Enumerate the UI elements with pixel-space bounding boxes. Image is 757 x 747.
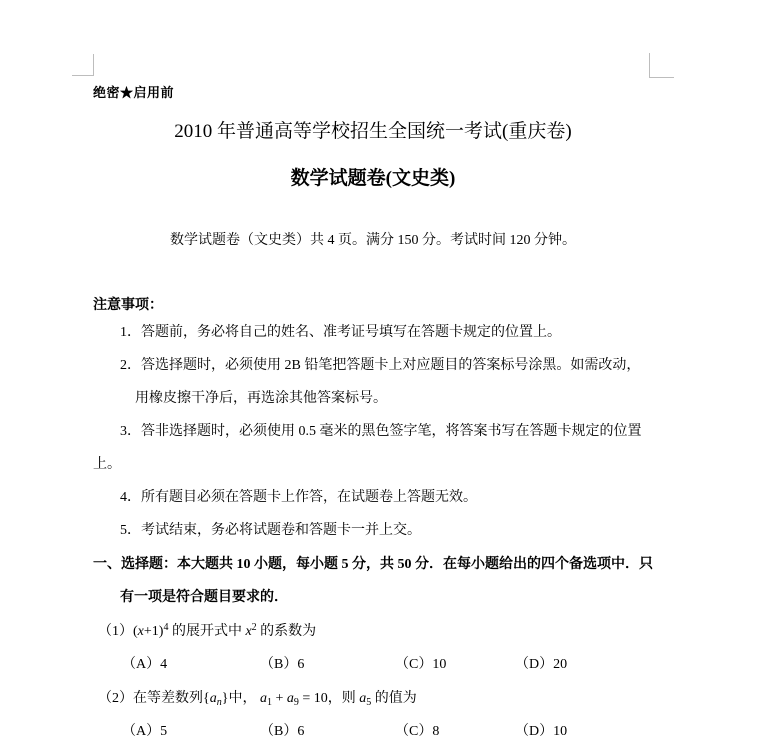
question-stem: （2）在等差数列$\{a_n\}$中， $a_1 + a_9 = 10$，则 $a_5$ 的值为 [98,691,417,708]
paper-info-line: 数学试题卷（文史类）共 4 页。满分 150 分。考试时间 120 分钟。 [170,233,576,248]
crop-mark-top-right-icon [649,53,674,78]
option-item: （B）6 [260,724,305,739]
option-item: （A）5 [122,724,168,739]
notice-line: 用橡皮擦干净后，再选涂其他答案标号。 [135,391,387,406]
section-header [93,548,653,614]
exam-title: 2010 年普通高等学校招生全国统一考试(重庆卷) [174,121,572,142]
section-header-line: 有一项是符合题目要求的． [120,590,288,605]
option-item: （B）6 [260,657,305,672]
notice-line: 上。 [93,457,121,472]
paper-subtitle: 数学试题卷(文史类) [290,168,456,189]
notice-line: 5．考试结束，务必将试题卷和答题卡一并上交。 [120,523,421,538]
option-item: （C）10 [395,657,447,672]
notice-list [93,316,653,547]
document-content [93,85,653,747]
question-options [93,648,653,681]
notice-line: 1．答题前，务必将自己的姓名、准考证号填写在答题卡规定的位置上。 [120,325,561,340]
classification-label: 绝密★启用前 [93,85,175,100]
option-item: （C）8 [395,724,440,739]
question-stem: $(1)(x+1)^4$ 的展开式中 $x^2$ 的系数为 [98,622,317,639]
notice-line: 3．答非选择题时，必须使用 0.5 毫米的黑色签字笔，将答案书写在答题卡规定的位置 [120,424,642,439]
option-item: （A）4 [122,657,168,672]
option-item: （D）20 [515,657,568,672]
crop-mark-top-left-icon [72,54,94,76]
notice-line: 4．所有题目必须在答题卡上作答，在试题卷上答题无效。 [120,490,477,505]
question-block-1 [93,615,653,681]
section-header-line: 一、选择题：本大题共 10 小题，每小题 5 分，共 50 分．在每小题给出的四个备选项中．只 [93,557,653,572]
question-block-2 [93,682,653,747]
notice-heading: 注意事项： [93,298,163,313]
question-options [93,715,653,747]
notice-line: 2．答选择题时，必须使用 2B 铅笔把答题卡上对应题目的答案标号涂黑。如需改动， [120,358,641,373]
option-item: （D）10 [515,724,568,739]
